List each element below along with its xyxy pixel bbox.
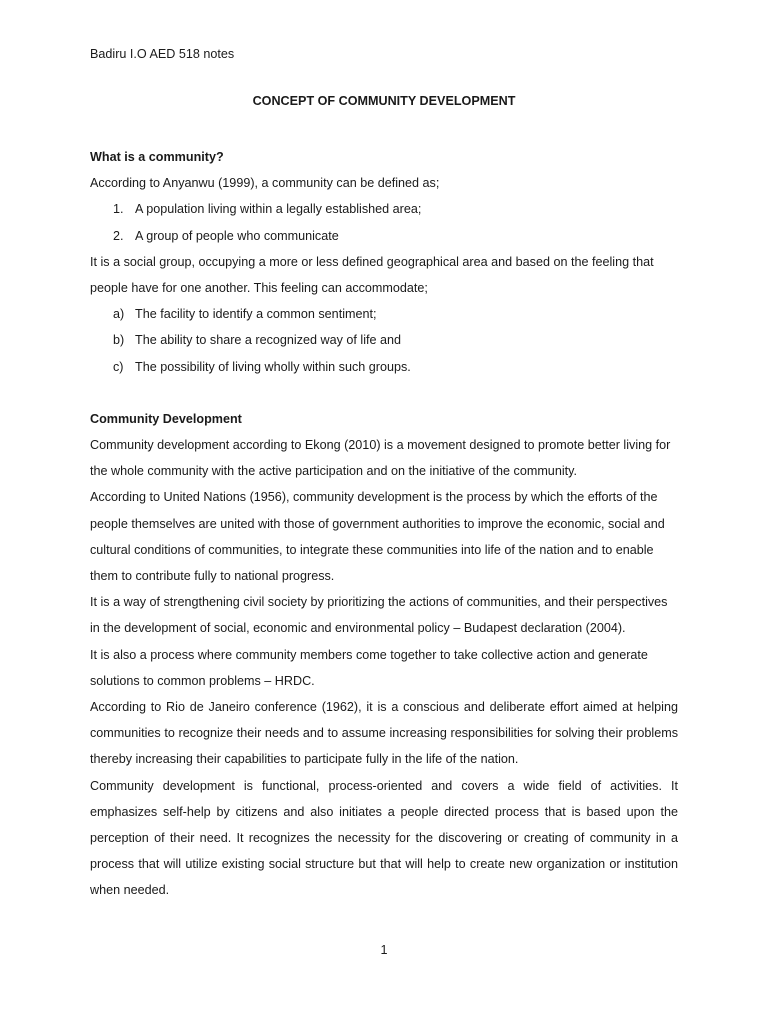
page-header: Badiru I.O AED 518 notes — [90, 47, 235, 61]
list-item-text: A population living within a legally established area; — [135, 202, 422, 217]
list-marker: 2. — [113, 228, 124, 243]
document-body — [90, 144, 678, 904]
body-paragraph: It is a way of strengthening civil society by prioritizing the actions of communities, and their perspectives in the development of social, economic and environmental policy – Budapest declaration (2004). — [90, 595, 668, 636]
body-paragraph: Community development is functional, process-oriented and covers a wide field of activities. It emphasizes self-help by citizens and also initiates a people directed process that is based upon the perception of their need. It recognizes the necessity for the discovering or creating of community in a process that will utilize existing social structure but that will help to create new organization or institution when needed. — [90, 778, 678, 898]
section-heading-community-development: Community Development — [90, 411, 242, 426]
list-item-text: The possibility of living wholly within such groups. — [135, 359, 411, 374]
list-item — [90, 196, 678, 222]
document-title: CONCEPT OF COMMUNITY DEVELOPMENT — [252, 94, 516, 108]
list-item-text: The ability to share a recognized way of life and — [135, 333, 402, 348]
body-paragraph: Community development according to Ekong (2010) is a movement designed to promote better living for the whole community with the active participation and on the initiative of the community. — [90, 438, 671, 479]
body-paragraph: It is also a process where community members come together to take collective action and generate solutions to common problems – HRDC. — [90, 647, 648, 688]
section-heading-community: What is a community? — [90, 150, 224, 164]
list-item — [90, 327, 678, 353]
list-marker: c) — [113, 359, 124, 374]
page-number: 1 — [380, 943, 388, 957]
section-intro: According to Anyanwu (1999), a community can be defined as; — [90, 176, 440, 191]
community-paragraph: It is a social group, occupying a more or less defined geographical area and based on the feeling that people have for one another. This feeling can accommodate; — [90, 254, 654, 296]
body-paragraph: According to United Nations (1956), community development is the process by which the efforts of the people themselves are united with those of government authorities to improve the economic, social and cultural conditions of communities, to integrate these communities into life of the nation and to enable them to contribute fully to national progress. — [90, 490, 665, 584]
numbered-list — [90, 196, 678, 248]
list-item-text: The facility to identify a common sentiment; — [135, 307, 377, 322]
list-marker: 1. — [113, 202, 124, 217]
list-item — [90, 223, 678, 249]
lettered-list — [90, 301, 678, 380]
blank-line — [90, 380, 678, 406]
body-paragraph: According to Rio de Janeiro conference (1962), it is a conscious and deliberate effort aimed at helping communities to recognize their needs and to assume increasing responsibilities for solving their problems thereby increasing their capabilities to participate fully in the life of the nation. — [90, 700, 678, 767]
list-marker: a) — [113, 307, 125, 322]
list-item — [90, 301, 678, 327]
list-marker: b) — [113, 333, 125, 348]
list-item-text: A group of people who communicate — [135, 228, 339, 243]
list-item — [90, 354, 678, 380]
